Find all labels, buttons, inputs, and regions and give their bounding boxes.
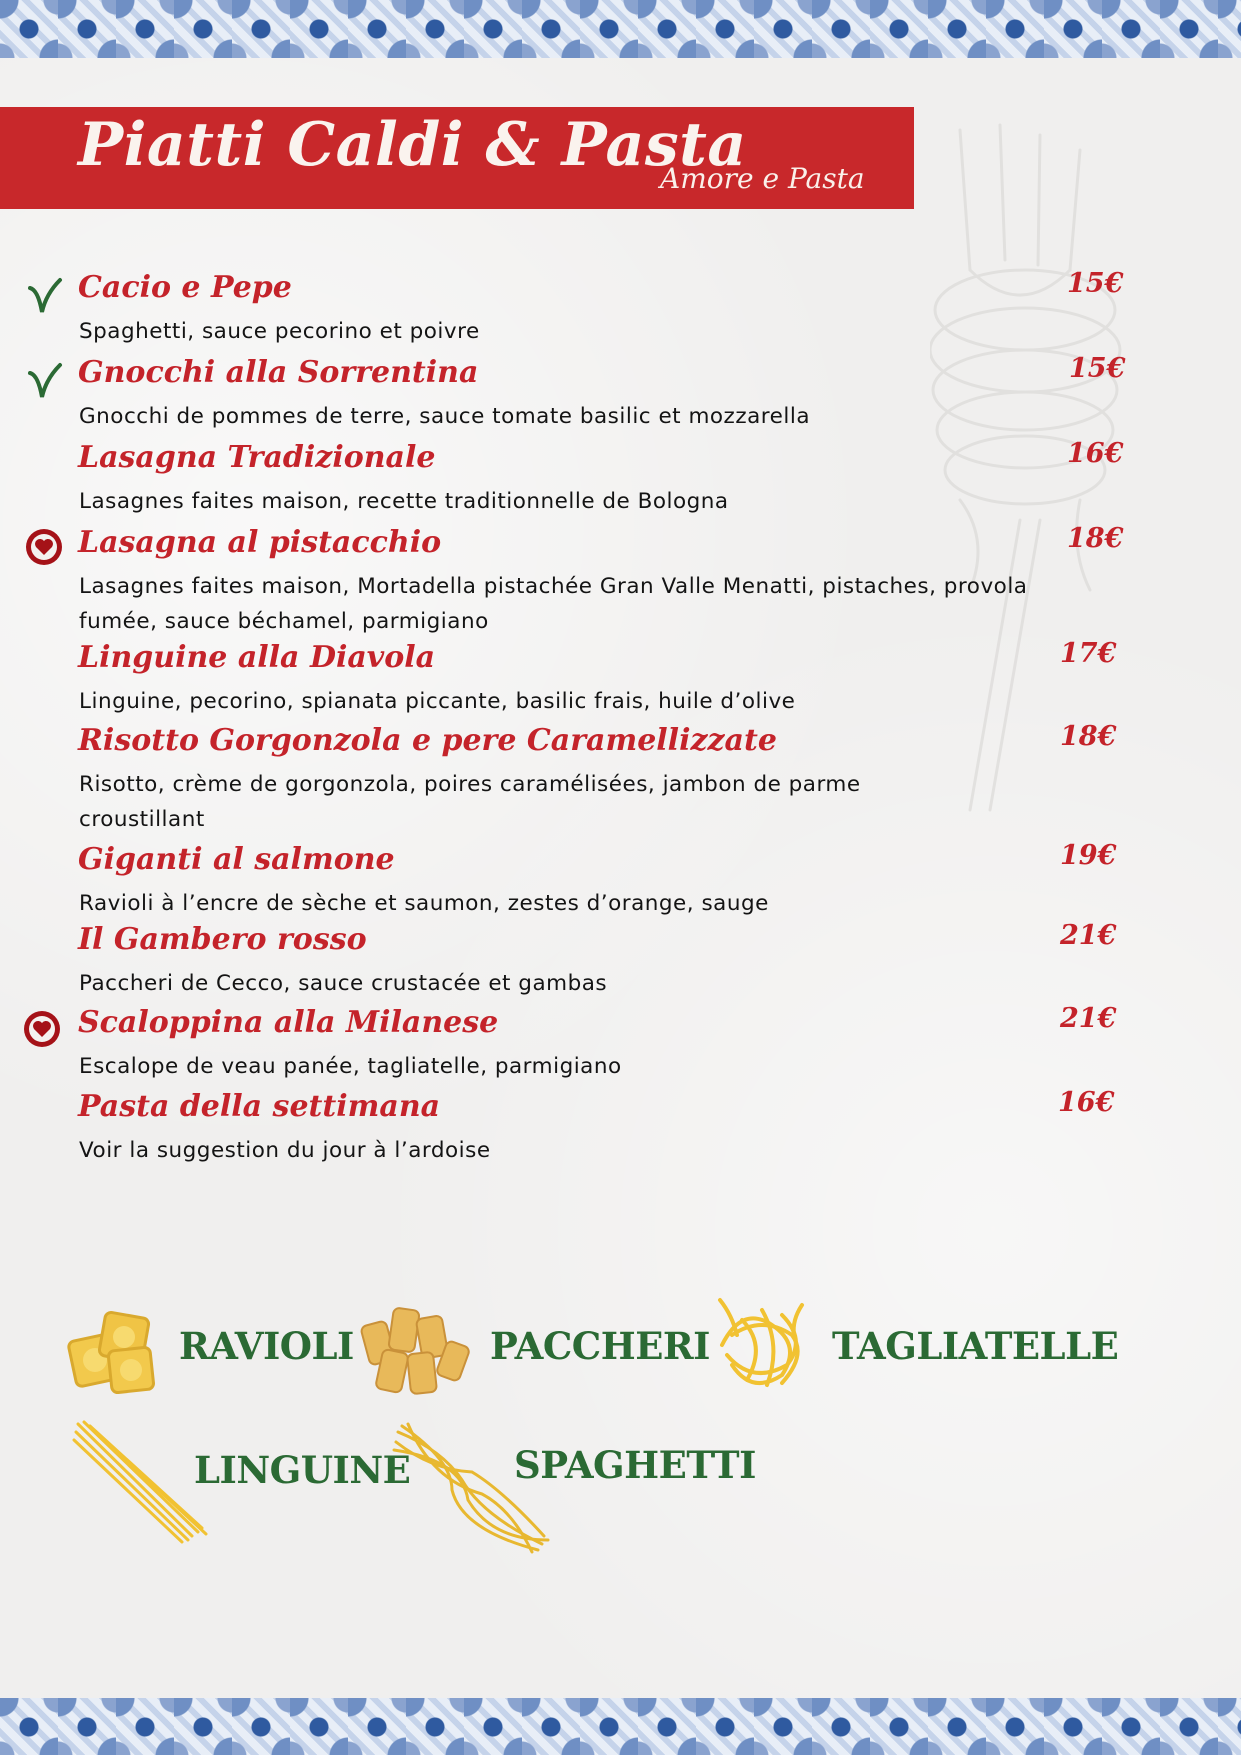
linguine-illustration <box>72 1418 212 1544</box>
ravioli-illustration <box>64 1305 158 1399</box>
page-subtitle: Amore e Pasta <box>660 162 865 195</box>
tile-border-bottom <box>0 1698 1241 1755</box>
menu-item-name: Scaloppina alla Milanese <box>78 1005 499 1040</box>
menu-item-price: 18€ <box>1060 721 1117 752</box>
menu-item-description: Gnocchi de pommes de terre, sauce tomate basilic et mozzarella <box>79 404 810 429</box>
menu-item-price: 21€ <box>1060 1003 1117 1034</box>
pasta-label-linguine: LINGUINE <box>194 1448 411 1492</box>
heart-icon <box>22 1009 64 1049</box>
menu-item-name: Linguine alla Diavola <box>78 640 436 675</box>
menu-item-name: Giganti al salmone <box>78 842 395 877</box>
menu-item-price: 15€ <box>1067 268 1124 299</box>
menu-item-name: Lasagna Tradizionale <box>78 440 436 475</box>
spaghetti-illustration <box>392 1420 552 1556</box>
menu-item-name: Gnocchi alla Sorrentina <box>78 355 479 390</box>
pasta-label-ravioli: RAVIOLI <box>179 1324 354 1368</box>
menu-item-name: Pasta della settimana <box>78 1089 441 1124</box>
menu-item-price: 15€ <box>1069 353 1126 384</box>
menu-item-price: 17€ <box>1060 638 1117 669</box>
tile-border-top <box>0 0 1241 58</box>
menu-item-description: Lasagnes faites maison, recette traditionnelle de Bologna <box>79 489 729 514</box>
menu-item-name: Cacio e Pepe <box>78 270 292 305</box>
menu-item-name: Il Gambero rosso <box>78 922 367 957</box>
pasta-label-tagliatelle: TAGLIATELLE <box>832 1324 1119 1368</box>
paccheri-illustration <box>357 1303 475 1399</box>
heart-icon <box>24 527 66 567</box>
menu-item-description: Paccheri de Cecco, sauce crustacée et gambas <box>79 971 608 996</box>
menu-item-description: Escalope de veau panée, tagliatelle, parmigiano <box>79 1054 622 1079</box>
menu-item-name: Lasagna al pistacchio <box>78 525 442 560</box>
menu-item-price: 16€ <box>1067 438 1124 469</box>
menu-item-price: 16€ <box>1058 1087 1115 1118</box>
leaf-icon <box>24 276 66 316</box>
menu-item-name: Risotto Gorgonzola e pere Caramellizzate <box>78 723 777 758</box>
menu-item-description: Linguine, pecorino, spianata piccante, basilic frais, huile d’olive <box>79 689 796 714</box>
menu-item-description: Spaghetti, sauce pecorino et poivre <box>79 319 480 344</box>
pasta-label-paccheri: PACCHERI <box>490 1324 710 1368</box>
pasta-label-spaghetti: SPAGHETTI <box>514 1443 756 1487</box>
menu-item-description: Lasagnes faites maison, Mortadella pistachée Gran Valle Menatti, pistaches, provola fumée, sauce béchamel, parmigiano <box>79 574 1028 634</box>
menu-item-description: Voir la suggestion du jour à l’ardoise <box>79 1138 491 1163</box>
menu-item-price: 18€ <box>1067 523 1124 554</box>
menu-item-description: Risotto, crème de gorgonzola, poires caramélisées, jambon de parme croustillant <box>79 772 861 832</box>
page-title: Piatti Caldi & Pasta <box>78 110 747 180</box>
leaf-icon <box>24 361 66 401</box>
menu-item-description: Ravioli à l’encre de sèche et saumon, zestes d’orange, sauge <box>79 891 769 916</box>
menu-item-price: 19€ <box>1060 840 1117 871</box>
tagliatelle-illustration <box>712 1295 814 1397</box>
menu-item-price: 21€ <box>1060 920 1117 951</box>
